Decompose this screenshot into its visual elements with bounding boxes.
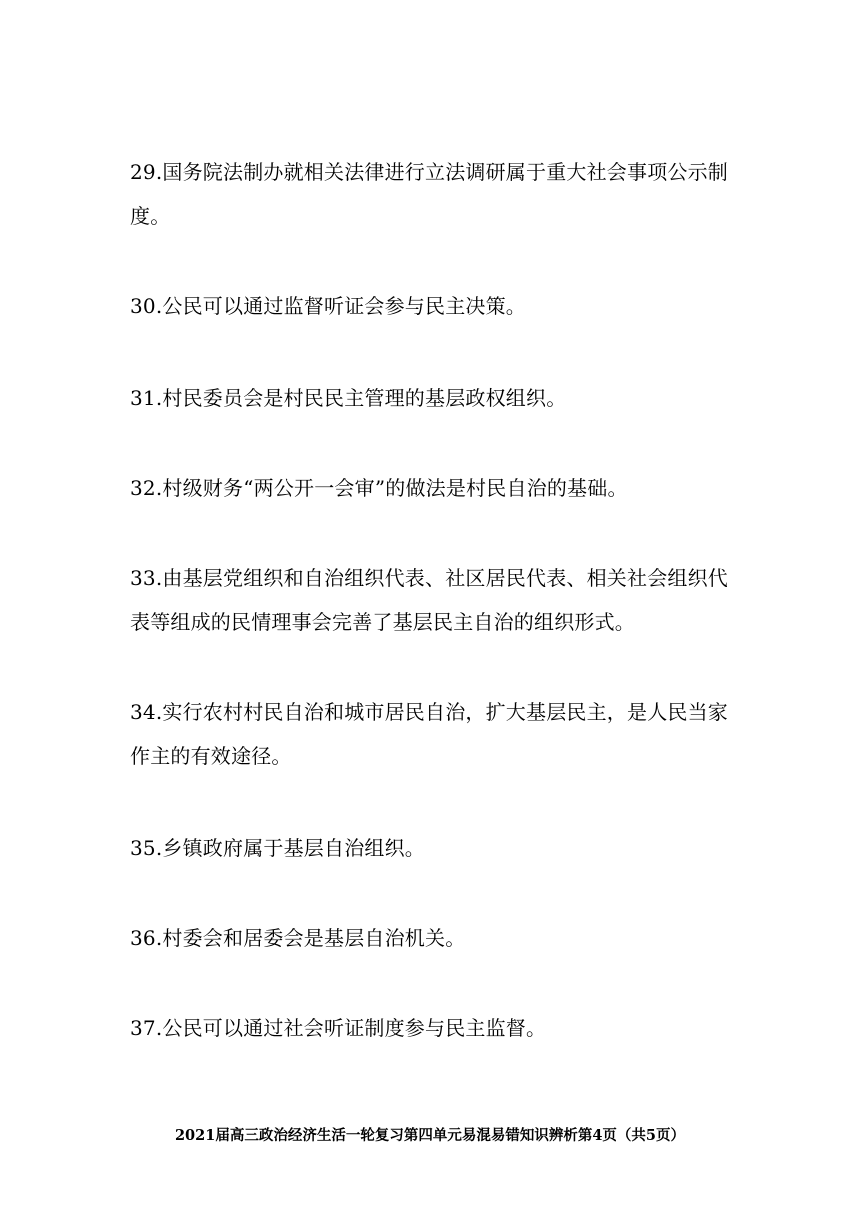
statement-33: 33.由基层党组织和自治组织代表、社区居民代表、相关社会组织代表等组成的民情理事会完善了基层民主自治的组织形式。	[130, 566, 729, 634]
statement-36: 36.村委会和居委会是基层自治机关。	[130, 926, 466, 950]
statement-31: 31.村民委员会是村民民主管理的基层政权组织。	[130, 386, 567, 410]
statement-37: 37.公民可以通过社会听证制度参与民主监督。	[130, 1016, 547, 1040]
statement-34: 34.实行农村村民自治和城市居民自治，扩大基层民主，是人民当家作主的有效途径。	[130, 700, 729, 768]
statement-35: 35.乡镇政府属于基层自治组织。	[130, 836, 426, 860]
statement-30: 30.公民可以通过监督听证会参与民主决策。	[130, 294, 527, 318]
page-footer: 2021届高三政治经济生活一轮复习第四单元易混易错知识辨析第4页（共5页）	[174, 1127, 686, 1144]
statement-32: 32.村级财务“两公开一会审”的做法是村民自治的基础。	[130, 476, 628, 500]
statement-29: 29.国务院法制办就相关法律进行立法调研属于重大社会事项公示制度。	[130, 160, 729, 228]
